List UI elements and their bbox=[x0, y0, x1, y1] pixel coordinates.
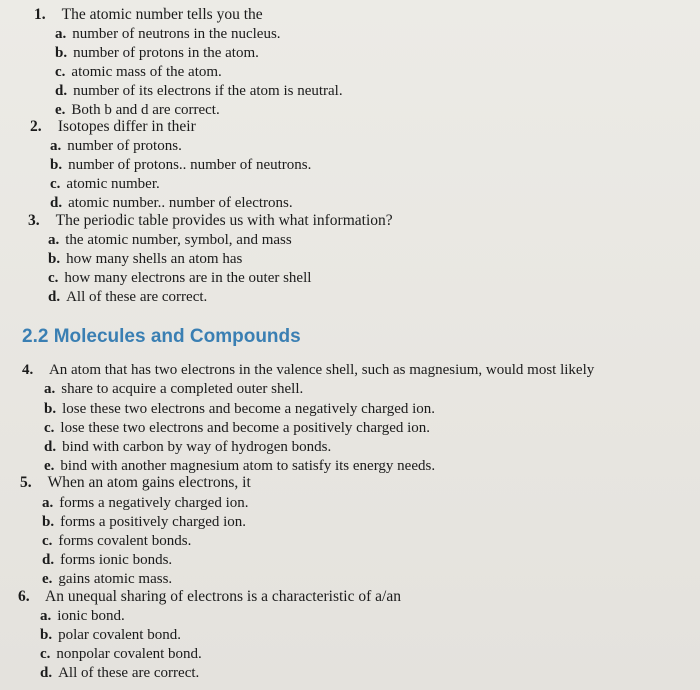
option-text: lose these two electrons and become a positively charged ion. bbox=[60, 420, 431, 436]
option-letter: b. bbox=[42, 514, 55, 530]
option-letter: c. bbox=[48, 270, 59, 286]
option-1c bbox=[55, 63, 222, 81]
option-4b bbox=[44, 400, 435, 418]
option-4a bbox=[44, 380, 303, 398]
option-letter: a. bbox=[48, 232, 60, 248]
option-letter: c. bbox=[40, 646, 51, 662]
question-text: The periodic table provides us with what information? bbox=[55, 212, 393, 229]
section-heading: 2.2 Molecules and Compounds bbox=[22, 326, 301, 347]
option-1a bbox=[55, 25, 281, 43]
option-5e bbox=[42, 570, 172, 588]
option-letter: b. bbox=[40, 627, 53, 643]
option-3b bbox=[48, 250, 242, 268]
option-text: gains atomic mass. bbox=[58, 571, 173, 587]
option-text: the atomic number, symbol, and mass bbox=[65, 232, 292, 248]
question-number: 6. bbox=[18, 588, 30, 605]
question-text: An unequal sharing of electrons is a characteristic of a/an bbox=[45, 588, 401, 605]
option-text: number of neutrons in the nucleus. bbox=[72, 26, 281, 42]
option-letter: d. bbox=[48, 289, 61, 305]
option-letter: d. bbox=[40, 665, 53, 681]
option-5c bbox=[42, 532, 191, 550]
option-letter: d. bbox=[50, 195, 63, 211]
option-text: number of protons. bbox=[67, 138, 182, 154]
option-text: atomic number.. number of electrons. bbox=[68, 195, 293, 211]
option-text: number of protons.. number of neutrons. bbox=[68, 157, 312, 173]
option-3d bbox=[48, 288, 207, 306]
option-4d bbox=[44, 438, 331, 456]
option-5b bbox=[42, 513, 246, 531]
option-letter: b. bbox=[55, 45, 68, 61]
option-text: share to acquire a completed outer shell. bbox=[61, 381, 304, 397]
option-text: forms a negatively charged ion. bbox=[59, 495, 249, 511]
question-1 bbox=[34, 6, 263, 24]
option-letter: c. bbox=[50, 176, 61, 192]
option-6d bbox=[40, 664, 199, 682]
option-text: number of protons in the atom. bbox=[73, 45, 259, 61]
question-number: 1. bbox=[34, 6, 46, 23]
question-6 bbox=[18, 588, 401, 606]
option-5a bbox=[42, 494, 249, 512]
option-letter: d. bbox=[55, 83, 68, 99]
option-text: bind with another magnesium atom to satisfy its energy needs. bbox=[60, 458, 436, 474]
option-letter: a. bbox=[40, 608, 52, 624]
option-text: forms a positively charged ion. bbox=[60, 514, 247, 530]
option-text: atomic mass of the atom. bbox=[71, 64, 222, 80]
question-2 bbox=[30, 118, 196, 136]
option-letter: a. bbox=[50, 138, 62, 154]
option-letter: c. bbox=[55, 64, 66, 80]
question-3 bbox=[28, 212, 393, 230]
option-letter: b. bbox=[48, 251, 61, 267]
option-text: All of these are correct. bbox=[66, 289, 208, 305]
option-4c bbox=[44, 419, 430, 437]
option-letter: e. bbox=[42, 571, 53, 587]
option-1d bbox=[55, 82, 343, 100]
option-text: number of its electrons if the atom is neutral. bbox=[73, 83, 343, 99]
option-text: Both b and d are correct. bbox=[71, 102, 220, 118]
option-letter: e. bbox=[55, 102, 66, 118]
question-text: The atomic number tells you the bbox=[61, 6, 263, 23]
option-3c bbox=[48, 269, 311, 287]
option-1b bbox=[55, 44, 259, 62]
option-text: how many electrons are in the outer shell bbox=[64, 270, 312, 286]
option-letter: b. bbox=[50, 157, 63, 173]
question-4 bbox=[22, 361, 594, 379]
option-text: All of these are correct. bbox=[58, 665, 200, 681]
option-3a bbox=[48, 231, 292, 249]
option-letter: d. bbox=[42, 552, 55, 568]
option-2b bbox=[50, 156, 311, 174]
option-text: lose these two electrons and become a negatively charged ion. bbox=[62, 401, 436, 417]
option-6a bbox=[40, 607, 125, 625]
option-letter: a. bbox=[42, 495, 54, 511]
option-letter: c. bbox=[44, 420, 55, 436]
option-text: bind with carbon by way of hydrogen bonds. bbox=[62, 439, 332, 455]
option-letter: a. bbox=[44, 381, 56, 397]
option-text: forms covalent bonds. bbox=[58, 533, 192, 549]
option-2a bbox=[50, 137, 182, 155]
option-text: forms ionic bonds. bbox=[60, 552, 173, 568]
question-number: 2. bbox=[30, 118, 42, 135]
option-letter: c. bbox=[42, 533, 53, 549]
option-text: nonpolar covalent bond. bbox=[56, 646, 202, 662]
question-number: 4. bbox=[22, 362, 34, 378]
option-2c bbox=[50, 175, 160, 193]
option-text: polar covalent bond. bbox=[58, 627, 181, 643]
option-6b bbox=[40, 626, 181, 644]
option-letter: a. bbox=[55, 26, 67, 42]
option-letter: e. bbox=[44, 458, 55, 474]
question-text: An atom that has two electrons in the valence shell, such as magnesium, would most likely bbox=[48, 362, 595, 378]
option-6c bbox=[40, 645, 202, 663]
question-number: 5. bbox=[20, 474, 32, 491]
option-1e bbox=[55, 101, 220, 119]
option-text: how many shells an atom has bbox=[66, 251, 243, 267]
option-text: ionic bond. bbox=[57, 608, 125, 624]
option-text: atomic number. bbox=[66, 176, 160, 192]
option-5d bbox=[42, 551, 172, 569]
option-letter: d. bbox=[44, 439, 57, 455]
question-text: Isotopes differ in their bbox=[57, 118, 196, 135]
option-letter: b. bbox=[44, 401, 57, 417]
question-5 bbox=[20, 474, 251, 492]
question-text: When an atom gains electrons, it bbox=[47, 474, 251, 491]
question-number: 3. bbox=[28, 212, 40, 229]
option-4e bbox=[44, 457, 435, 475]
option-2d bbox=[50, 194, 293, 212]
